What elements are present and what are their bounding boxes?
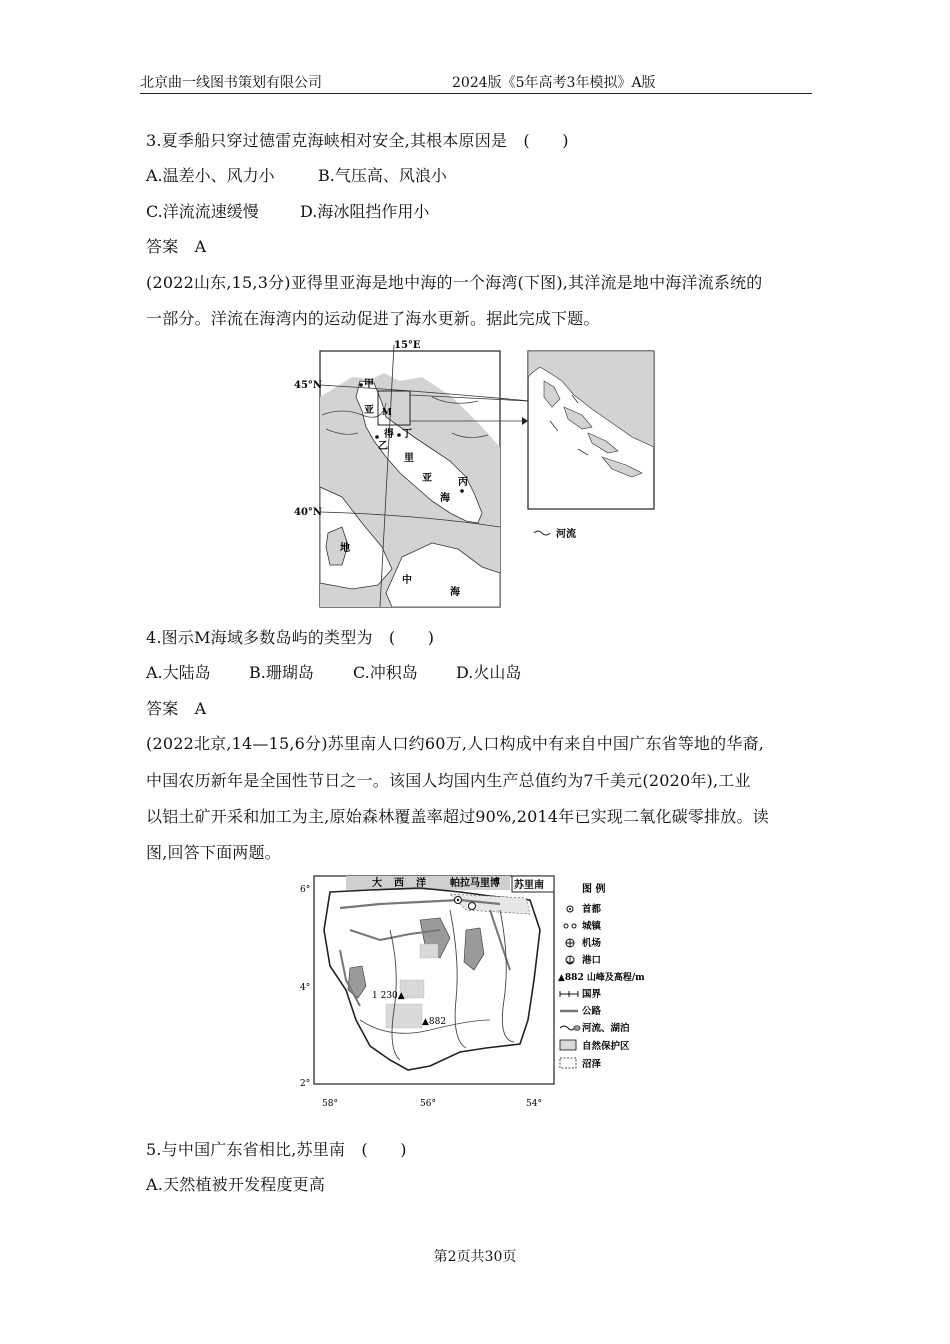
label-bing: 丙 — [458, 477, 468, 488]
label-40n: 40°N — [294, 507, 323, 518]
label-15e: 15°E — [394, 340, 421, 351]
legend-title: 图 例 — [582, 884, 606, 895]
legend-reserve: 自然保护区 — [582, 1041, 630, 1052]
legend-river-symbol — [534, 531, 550, 535]
point-bing — [460, 489, 464, 493]
q3-option-a: A.温差小、风力小 — [146, 166, 275, 185]
q3-answer: 答案 A — [146, 237, 207, 256]
label-suriname: 苏里南 — [514, 880, 544, 891]
label-ya2: 亚 — [422, 473, 432, 484]
legend-capital: 首都 — [582, 904, 602, 915]
legend-road: 公路 — [582, 1006, 602, 1017]
lon-54: 54° — [526, 1099, 542, 1109]
label-di: 地 — [340, 543, 350, 554]
label-jia: 甲 — [364, 379, 374, 390]
label-li: 里 — [404, 453, 414, 464]
label-ding: 丁 — [402, 429, 412, 440]
header-publisher: 北京曲一线图书策划有限公司 — [140, 75, 322, 91]
legend-border-icon — [560, 991, 578, 997]
label-yang: 洋 — [416, 878, 426, 889]
q4-option-a: A.大陆岛 — [146, 663, 211, 682]
lon-56: 56° — [420, 1099, 436, 1109]
q4-stem: 4.图示M海域多数岛屿的类型为 ( ) — [146, 628, 435, 647]
q4-option-b: B.珊瑚岛 — [249, 663, 314, 682]
legend-border: 国界 — [582, 989, 602, 1000]
label-m: M — [382, 408, 392, 418]
legend-port: 港口 — [582, 955, 602, 966]
legend-peak: ▲882 山峰及高程/m — [558, 973, 645, 983]
label-paramaribo: 帕拉马里博 — [450, 878, 500, 889]
label-hai2: 海 — [450, 587, 460, 598]
peak-882: ▲882 — [422, 1017, 447, 1027]
legend-swamp-icon — [560, 1058, 576, 1068]
lat-6: 6° — [300, 885, 311, 895]
label-xi: 西 — [394, 878, 404, 889]
nature-reserve-3 — [420, 944, 438, 958]
label-hai1: 海 — [440, 493, 450, 504]
point-jia — [359, 383, 363, 387]
legend-river-label: 河流 — [556, 529, 576, 540]
label-de: 得 — [384, 429, 394, 440]
label-zhong: 中 — [402, 575, 412, 586]
intro2-line4: 图,回答下面两题。 — [146, 843, 281, 862]
intro2-line3: 以铝土矿开采和加工为主,原始森林覆盖率超过90%,2014年已实现二氧化碳零排放。读 — [146, 807, 769, 826]
q3-stem: 3.夏季船只穿过德雷克海峡相对安全,其根本原因是 ( ) — [146, 131, 569, 150]
header-book-title: 2024版《5年高考3年模拟》A版 — [452, 75, 656, 91]
q5-stem: 5.与中国广东省相比,苏里南 ( ) — [146, 1140, 407, 1159]
suriname-map — [290, 870, 670, 1114]
lat-2: 2° — [300, 1079, 311, 1089]
legend-town: 城镇 — [582, 921, 602, 932]
lat-4: 4° — [300, 983, 311, 993]
point-ding — [397, 433, 401, 437]
q4-option-c: C.冲积岛 — [353, 663, 418, 682]
q3-option-b: B.气压高、风浪小 — [318, 166, 447, 185]
point-yi — [375, 435, 379, 439]
lon-58: 58° — [322, 1099, 338, 1109]
label-da: 大 — [372, 878, 382, 889]
connector-arrow — [522, 417, 528, 425]
legend-swamp: 沼泽 — [582, 1059, 602, 1070]
peak-1230: 1 230▲ — [372, 991, 405, 1001]
q3-option-c: C.洋流流速缓慢 — [146, 202, 259, 221]
intro1-line1: (2022山东,15,3分)亚得里亚海是地中海的一个海湾(下图),其洋流是地中海洋流系统的 — [146, 273, 763, 292]
label-ya1: 亚 — [364, 405, 374, 416]
header-divider — [140, 93, 812, 94]
q3-option-d: D.海冰阻挡作用小 — [300, 202, 430, 221]
intro2-line1: (2022北京,14—15,6分)苏里南人口约60万,人口构成中有来自中国广东省等地的华裔, — [146, 734, 765, 753]
q5-option-a: A.天然植被开发程度更高 — [146, 1175, 326, 1194]
legend-river-lake: 河流、湖泊 — [582, 1023, 630, 1034]
q4-answer: 答案 A — [146, 699, 207, 718]
label-yi: 乙 — [378, 441, 388, 452]
legend-airport: 机场 — [582, 938, 602, 949]
airport-symbol — [469, 903, 476, 910]
page-number: 第2页共30页 — [433, 1249, 517, 1265]
legend-reserve-icon — [560, 1040, 576, 1050]
label-45n: 45°N — [294, 380, 323, 391]
nature-reserve-2 — [386, 1004, 422, 1028]
intro2-line2: 中国农历新年是全国性节日之一。该国人均国内生产总值约为7千美元(2020年),工业 — [146, 771, 751, 790]
legend-river-icon — [560, 1026, 574, 1030]
adriatic-map — [282, 337, 662, 611]
intro1-line2: 一部分。洋流在海湾内的运动促进了海水更新。据此完成下题。 — [146, 309, 600, 328]
legend-town-icon — [564, 924, 568, 928]
q4-option-d: D.火山岛 — [456, 663, 522, 682]
